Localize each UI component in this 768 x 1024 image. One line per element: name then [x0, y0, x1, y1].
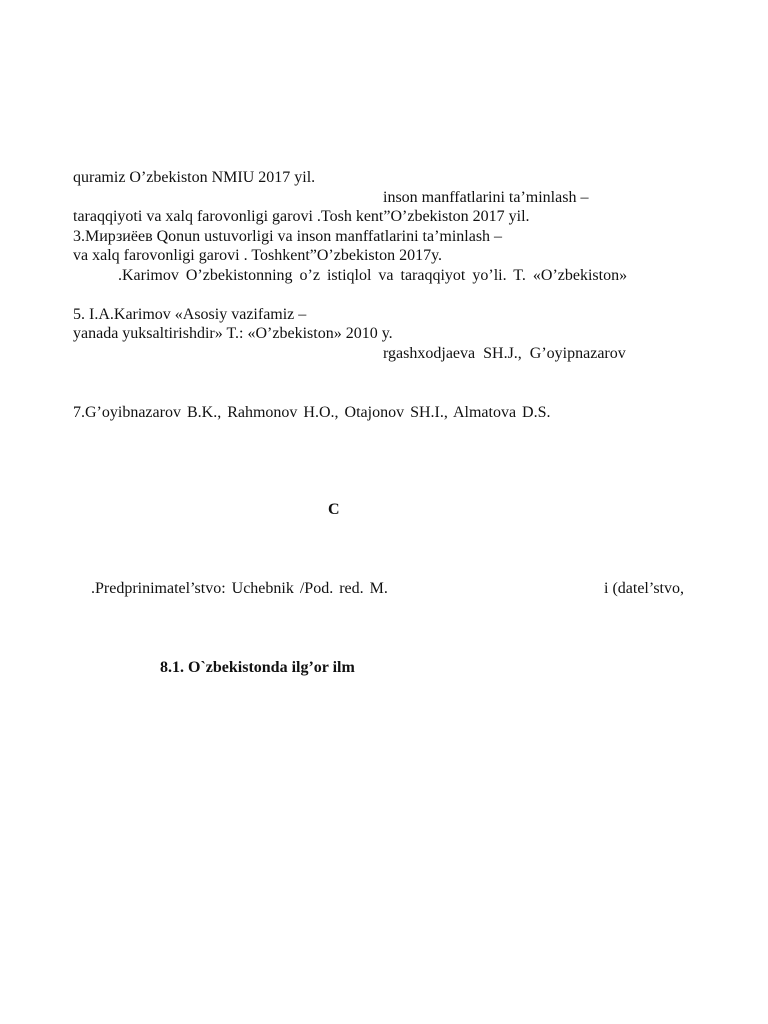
- text-line-4: 3.Мирзиёев Qonun ustuvorligi va inson manffatlarini ta’minlash –: [73, 228, 503, 245]
- text-line-10: 7.G’oyibnazarov B.K., Rahmonov H.O., Otajonov SH.I., Almatova D.S.: [73, 404, 551, 421]
- text-line-8: yanada yuksaltirishdir» T.: «O’zbekiston» 2010 y.: [73, 325, 393, 342]
- text-line-2: inson manffatlarini ta’minlash –: [383, 189, 589, 206]
- section-heading: 8.1. O`zbekistonda ilg’or ilm: [160, 659, 355, 676]
- text-line-5: va xalq farovonligi garovi . Toshkent”O’zbekiston 2017y.: [73, 247, 443, 264]
- text-line-9: rgashxodjaeva SH.J., G’oyipnazarov: [383, 345, 626, 362]
- text-line-6: .Karimov O’zbekistonning o’z istiqlol va taraqqiyot yo’li. T. «O’zbekiston»: [118, 267, 628, 284]
- text-line-11: .Predprinimatel’stvo: Uchebnik /Pod. red. M.: [91, 580, 388, 597]
- text-line-1: quramiz O’zbekiston NMIU 2017 yil.: [73, 169, 316, 186]
- section-letter: C: [328, 501, 340, 518]
- text-line-3: taraqqiyoti va xalq farovonligi garovi .Tosh kent”O’zbekiston 2017 yil.: [73, 208, 530, 225]
- text-line-12: i (datel’stvo,: [604, 580, 684, 597]
- text-line-7: 5. I.A.Karimov «Asosiy vazifamiz –: [73, 306, 307, 323]
